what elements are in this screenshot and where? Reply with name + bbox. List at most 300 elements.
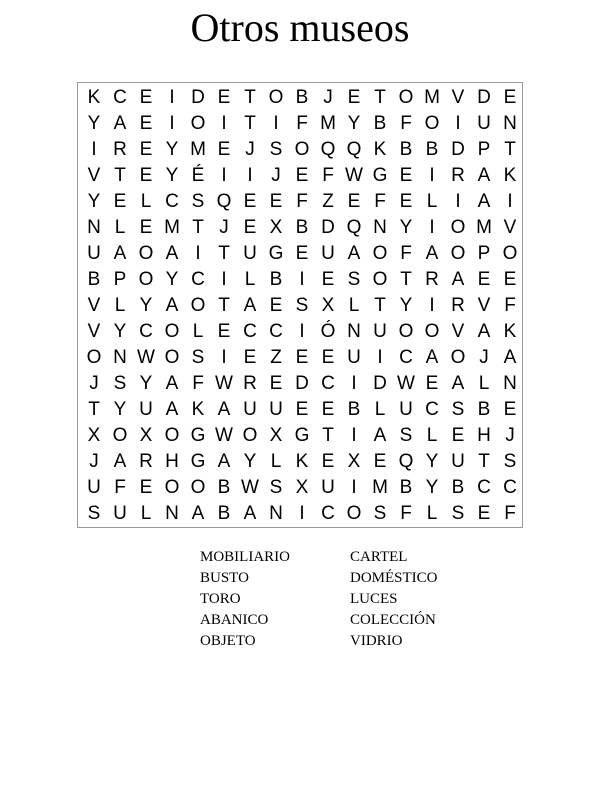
grid-cell[interactable]: A xyxy=(113,113,127,134)
grid-cell[interactable]: I xyxy=(455,113,461,134)
grid-cell[interactable]: A xyxy=(165,243,179,264)
grid-cell[interactable]: E xyxy=(295,347,309,368)
grid-cell[interactable]: N xyxy=(113,347,127,368)
grid-cell[interactable]: E xyxy=(425,373,439,394)
grid-cell[interactable]: E xyxy=(139,113,153,134)
grid-cell[interactable]: I xyxy=(299,321,305,342)
grid-cell[interactable]: U xyxy=(87,477,101,498)
grid-cell[interactable]: L xyxy=(192,321,204,342)
grid-cell[interactable]: B xyxy=(399,477,413,498)
grid-cell[interactable]: S xyxy=(503,451,517,472)
grid-cell[interactable]: C xyxy=(269,321,283,342)
grid-cell[interactable]: I xyxy=(221,269,227,290)
grid-cell[interactable]: Y xyxy=(113,399,127,420)
grid-cell[interactable]: I xyxy=(429,295,435,316)
grid-cell[interactable]: J xyxy=(219,217,229,238)
grid-cell[interactable]: K xyxy=(295,451,309,472)
word-list-item: BUSTO xyxy=(200,570,249,586)
grid-cell[interactable]: L xyxy=(114,217,126,238)
grid-cell[interactable]: W xyxy=(215,373,233,394)
grid-cell[interactable]: O xyxy=(138,269,154,290)
grid-cell[interactable]: O xyxy=(346,503,362,524)
grid-cell[interactable]: T xyxy=(244,113,256,134)
grid-cell[interactable]: L xyxy=(270,451,282,472)
grid-cell[interactable]: U xyxy=(477,113,491,134)
grid-cell[interactable]: B xyxy=(295,217,309,238)
grid-cell[interactable]: Y xyxy=(347,113,361,134)
grid-cell[interactable]: E xyxy=(477,269,491,290)
grid-cell[interactable]: F xyxy=(400,113,412,134)
grid-cell[interactable]: J xyxy=(245,139,255,160)
grid-cell[interactable]: U xyxy=(321,243,335,264)
grid-cell[interactable]: D xyxy=(373,373,387,394)
grid-cell[interactable]: A xyxy=(451,269,465,290)
grid-cell[interactable]: U xyxy=(451,451,465,472)
grid-cell[interactable]: F xyxy=(504,295,516,316)
grid-cell[interactable]: F xyxy=(400,243,412,264)
grid-cell[interactable]: L xyxy=(478,373,490,394)
grid-cell[interactable]: I xyxy=(247,165,253,186)
grid-cell[interactable]: S xyxy=(451,503,465,524)
grid-cell[interactable]: T xyxy=(322,425,334,446)
grid-cell[interactable]: O xyxy=(294,139,310,160)
grid-cell[interactable]: C xyxy=(503,477,517,498)
grid-cell[interactable]: T xyxy=(400,269,412,290)
grid-cell[interactable]: S xyxy=(399,425,413,446)
grid-cell[interactable]: A xyxy=(373,425,387,446)
grid-cell[interactable]: O xyxy=(450,243,466,264)
grid-cell[interactable]: S xyxy=(269,477,283,498)
grid-cell[interactable]: C xyxy=(477,477,491,498)
grid-cell[interactable]: R xyxy=(451,295,465,316)
grid-cell[interactable]: I xyxy=(351,477,357,498)
grid-cell[interactable]: E xyxy=(451,425,465,446)
grid-cell[interactable]: S xyxy=(347,269,361,290)
grid-cell[interactable]: I xyxy=(195,243,201,264)
grid-cell[interactable]: I xyxy=(299,269,305,290)
grid-cell[interactable]: O xyxy=(424,321,440,342)
grid-cell[interactable]: E xyxy=(243,191,257,212)
grid-cell[interactable]: E xyxy=(217,139,231,160)
grid-cell[interactable]: O xyxy=(112,425,128,446)
grid-cell[interactable]: A xyxy=(477,191,491,212)
grid-cell[interactable]: T xyxy=(192,217,204,238)
grid-cell[interactable]: Q xyxy=(320,139,336,160)
grid-cell[interactable]: E xyxy=(269,295,283,316)
grid-cell[interactable]: V xyxy=(451,87,465,108)
grid-cell[interactable]: L xyxy=(426,191,438,212)
grid-cell[interactable]: E xyxy=(269,373,283,394)
grid-cell[interactable]: K xyxy=(503,165,517,186)
grid-cell[interactable]: U xyxy=(321,477,335,498)
grid-cell[interactable]: J xyxy=(479,347,489,368)
grid-cell[interactable]: T xyxy=(88,399,100,420)
grid-cell[interactable]: G xyxy=(190,425,206,446)
grid-cell[interactable]: N xyxy=(503,373,517,394)
grid-cell[interactable]: G xyxy=(268,243,284,264)
grid-cell[interactable]: Y xyxy=(87,113,101,134)
grid-cell[interactable]: D xyxy=(451,139,465,160)
grid-cell[interactable]: P xyxy=(113,269,127,290)
grid-cell[interactable]: É xyxy=(191,165,205,186)
grid-cell[interactable]: Q xyxy=(346,217,362,238)
grid-cell[interactable]: F xyxy=(322,165,334,186)
grid-cell[interactable]: O xyxy=(86,347,102,368)
grid-cell[interactable]: U xyxy=(113,503,127,524)
grid-cell[interactable]: T xyxy=(218,243,230,264)
grid-cell[interactable]: W xyxy=(215,425,233,446)
word-list-item: ABANICO xyxy=(200,612,269,628)
grid-cell[interactable]: V xyxy=(87,295,101,316)
word-list-item: VIDRIO xyxy=(350,633,403,649)
grid-cell[interactable]: X xyxy=(269,425,283,446)
word-list-item: CARTEL xyxy=(350,549,408,565)
grid-cell[interactable]: N xyxy=(165,503,179,524)
grid-cell[interactable]: U xyxy=(243,243,257,264)
grid-cell[interactable]: E xyxy=(243,347,257,368)
grid-cell[interactable]: Y xyxy=(165,269,179,290)
grid-cell[interactable]: N xyxy=(347,321,361,342)
grid-cell[interactable]: C xyxy=(321,373,335,394)
grid-cell[interactable]: B xyxy=(451,477,465,498)
grid-cell[interactable]: V xyxy=(87,165,101,186)
grid-cell[interactable]: V xyxy=(503,217,517,238)
grid-cell[interactable]: A xyxy=(477,321,491,342)
grid-cell[interactable]: M xyxy=(424,87,440,108)
grid-cell[interactable]: E xyxy=(321,451,335,472)
grid-cell[interactable]: O xyxy=(138,243,154,264)
grid-cell[interactable]: I xyxy=(273,113,279,134)
grid-cell[interactable]: X xyxy=(139,425,153,446)
grid-cell[interactable]: O xyxy=(424,113,440,134)
grid-cell[interactable]: A xyxy=(425,243,439,264)
grid-cell[interactable]: L xyxy=(114,295,126,316)
grid-cell[interactable]: G xyxy=(372,165,388,186)
grid-cell[interactable]: Z xyxy=(322,191,334,212)
grid-cell[interactable]: U xyxy=(373,321,387,342)
grid-cell[interactable]: E xyxy=(503,269,517,290)
grid-cell[interactable]: T xyxy=(504,139,516,160)
grid-cell[interactable]: A xyxy=(165,373,179,394)
grid-cell[interactable]: I xyxy=(221,347,227,368)
grid-cell[interactable]: U xyxy=(399,399,413,420)
grid-cell[interactable]: F xyxy=(400,503,412,524)
grid-cell[interactable]: V xyxy=(477,295,491,316)
grid-cell[interactable]: C xyxy=(321,503,335,524)
grid-cell[interactable]: Y xyxy=(113,321,127,342)
grid-cell[interactable]: B xyxy=(347,399,361,420)
grid-cell[interactable]: C xyxy=(139,321,153,342)
grid-cell[interactable]: Y xyxy=(425,451,439,472)
grid-cell[interactable]: E xyxy=(139,87,153,108)
grid-cell[interactable]: A xyxy=(347,243,361,264)
grid-cell[interactable]: A xyxy=(425,347,439,368)
grid-cell[interactable]: D xyxy=(295,373,309,394)
grid-cell[interactable]: Z xyxy=(270,347,282,368)
grid-cell[interactable]: H xyxy=(477,425,491,446)
grid-cell[interactable]: E xyxy=(113,191,127,212)
grid-cell[interactable]: U xyxy=(139,399,153,420)
grid-cell[interactable]: L xyxy=(426,425,438,446)
grid-cell[interactable]: K xyxy=(373,139,387,160)
grid-cell[interactable]: B xyxy=(269,269,283,290)
grid-cell[interactable]: O xyxy=(164,477,180,498)
grid-cell[interactable]: L xyxy=(244,269,256,290)
grid-cell[interactable]: T xyxy=(374,295,386,316)
grid-cell[interactable]: F xyxy=(296,113,308,134)
grid-cell[interactable]: T xyxy=(374,87,386,108)
grid-cell[interactable]: A xyxy=(113,451,127,472)
grid-cell[interactable]: C xyxy=(113,87,127,108)
grid-cell[interactable]: K xyxy=(503,321,517,342)
grid-cell[interactable]: A xyxy=(165,295,179,316)
grid-cell[interactable]: R xyxy=(139,451,153,472)
grid-cell[interactable]: E xyxy=(243,217,257,238)
grid-cell[interactable]: G xyxy=(190,451,206,472)
grid-cell[interactable]: K xyxy=(191,399,205,420)
grid-cell[interactable]: Y xyxy=(165,165,179,186)
grid-cell[interactable]: I xyxy=(221,165,227,186)
grid-cell[interactable]: L xyxy=(140,503,152,524)
grid-cell[interactable]: X xyxy=(269,217,283,238)
grid-cell[interactable]: B xyxy=(87,269,101,290)
grid-cell[interactable]: O xyxy=(372,243,388,264)
grid-cell[interactable]: O xyxy=(164,425,180,446)
grid-cell[interactable]: J xyxy=(89,451,99,472)
grid-cell[interactable]: E xyxy=(373,451,387,472)
grid-cell[interactable]: A xyxy=(113,243,127,264)
grid-cell[interactable]: I xyxy=(221,113,227,134)
grid-cell[interactable]: D xyxy=(477,87,491,108)
grid-cell[interactable]: V xyxy=(87,321,101,342)
grid-cell[interactable]: A xyxy=(451,373,465,394)
grid-cell[interactable]: B xyxy=(217,477,231,498)
grid-cell[interactable]: W xyxy=(345,165,363,186)
grid-cell[interactable]: J xyxy=(271,165,281,186)
grid-cell[interactable]: E xyxy=(295,243,309,264)
grid-cell[interactable]: A xyxy=(503,347,517,368)
word-list-item: MOBILIARIO xyxy=(200,549,290,565)
grid-cell[interactable]: E xyxy=(321,269,335,290)
grid-cell[interactable]: F xyxy=(374,191,386,212)
grid-cell[interactable]: O xyxy=(190,113,206,134)
grid-cell[interactable]: S xyxy=(87,503,101,524)
grid-cell[interactable]: E xyxy=(139,139,153,160)
grid-cell[interactable]: M xyxy=(372,477,388,498)
grid-cell[interactable]: I xyxy=(351,373,357,394)
grid-cell[interactable]: Y xyxy=(165,139,179,160)
grid-cell[interactable]: R xyxy=(425,269,439,290)
grid-cell[interactable]: B xyxy=(477,399,491,420)
grid-cell[interactable]: O xyxy=(398,321,414,342)
grid-cell[interactable]: Y xyxy=(399,295,413,316)
grid-cell[interactable]: I xyxy=(429,165,435,186)
grid-cell[interactable]: O xyxy=(450,217,466,238)
grid-cell[interactable]: A xyxy=(191,503,205,524)
grid-cell[interactable]: T xyxy=(218,295,230,316)
grid-cell[interactable]: X xyxy=(87,425,101,446)
grid-cell[interactable]: R xyxy=(113,139,127,160)
grid-cell[interactable]: O xyxy=(242,425,258,446)
grid-cell[interactable]: Y xyxy=(87,191,101,212)
grid-cell[interactable]: E xyxy=(295,399,309,420)
grid-cell[interactable]: I xyxy=(299,503,305,524)
grid-cell[interactable]: O xyxy=(164,321,180,342)
grid-cell[interactable]: F xyxy=(504,503,516,524)
grid-cell[interactable]: X xyxy=(321,295,335,316)
grid-cell[interactable]: I xyxy=(169,113,175,134)
grid-cell[interactable]: E xyxy=(321,399,335,420)
grid-cell[interactable]: F xyxy=(192,373,204,394)
grid-cell[interactable]: O xyxy=(450,347,466,368)
grid-cell[interactable]: I xyxy=(169,87,175,108)
grid-cell[interactable]: E xyxy=(347,87,361,108)
grid-cell[interactable]: O xyxy=(268,87,284,108)
grid-cell[interactable]: E xyxy=(347,191,361,212)
grid-cell[interactable]: I xyxy=(91,139,97,160)
grid-cell[interactable]: E xyxy=(139,217,153,238)
grid-cell[interactable]: E xyxy=(295,165,309,186)
grid-cell[interactable]: Y xyxy=(425,477,439,498)
grid-cell[interactable]: F xyxy=(114,477,126,498)
grid-cell[interactable]: U xyxy=(87,243,101,264)
grid-cell[interactable]: E xyxy=(503,399,517,420)
grid-cell[interactable]: Y xyxy=(399,217,413,238)
grid-cell[interactable]: E xyxy=(139,477,153,498)
grid-cell[interactable]: L xyxy=(374,399,386,420)
grid-cell[interactable]: E xyxy=(503,87,517,108)
grid-cell[interactable]: U xyxy=(347,347,361,368)
grid-cell[interactable]: I xyxy=(455,191,461,212)
grid-cell[interactable]: Q xyxy=(216,191,232,212)
grid-cell[interactable]: U xyxy=(269,399,283,420)
grid-cell[interactable]: Y xyxy=(243,451,257,472)
grid-cell[interactable]: Q xyxy=(398,451,414,472)
grid-cell[interactable]: Y xyxy=(139,295,153,316)
grid-cell[interactable]: E xyxy=(399,165,413,186)
word-list-item: DOMÉSTICO xyxy=(350,570,438,586)
grid-cell[interactable]: C xyxy=(165,191,179,212)
grid-cell[interactable]: E xyxy=(399,191,413,212)
grid-cell[interactable]: Ó xyxy=(320,321,336,342)
grid-cell[interactable]: S xyxy=(373,503,387,524)
grid-cell[interactable]: G xyxy=(294,425,310,446)
grid-cell[interactable]: J xyxy=(89,373,99,394)
grid-cell[interactable]: D xyxy=(321,217,335,238)
grid-cell[interactable]: C xyxy=(243,321,257,342)
grid-cell[interactable]: S xyxy=(269,139,283,160)
grid-cell[interactable]: R xyxy=(451,165,465,186)
grid-cell[interactable]: B xyxy=(425,139,439,160)
grid-cell[interactable]: C xyxy=(191,269,205,290)
grid-cell[interactable]: R xyxy=(243,373,257,394)
grid-cell[interactable]: O xyxy=(372,269,388,290)
grid-cell[interactable]: K xyxy=(87,87,101,108)
grid-cell[interactable]: M xyxy=(190,139,206,160)
grid-cell[interactable]: B xyxy=(399,139,413,160)
grid-cell[interactable]: U xyxy=(243,399,257,420)
grid-cell[interactable]: N xyxy=(87,217,101,238)
grid-cell[interactable]: O xyxy=(190,477,206,498)
grid-cell[interactable]: S xyxy=(113,373,127,394)
grid-cell[interactable]: W xyxy=(397,373,415,394)
grid-cell[interactable]: O xyxy=(398,87,414,108)
grid-cell[interactable]: H xyxy=(165,451,179,472)
grid-cell[interactable]: O xyxy=(502,243,518,264)
grid-cell[interactable]: E xyxy=(217,321,231,342)
grid-cell[interactable]: A xyxy=(217,451,231,472)
grid-cell[interactable]: L xyxy=(140,191,152,212)
grid-cell[interactable]: S xyxy=(295,295,309,316)
grid-cell[interactable]: V xyxy=(451,321,465,342)
grid-cell[interactable]: N xyxy=(373,217,387,238)
grid-cell[interactable]: X xyxy=(347,451,361,472)
grid-cell[interactable]: I xyxy=(377,347,383,368)
grid-cell[interactable]: E xyxy=(269,191,283,212)
grid-cell[interactable]: S xyxy=(191,191,205,212)
grid-cell[interactable]: I xyxy=(429,217,435,238)
grid-cell[interactable]: T xyxy=(244,87,256,108)
grid-cell[interactable]: T xyxy=(114,165,126,186)
grid-cell[interactable]: F xyxy=(296,191,308,212)
grid-cell[interactable]: N xyxy=(503,113,517,134)
grid-cell[interactable]: M xyxy=(164,217,180,238)
grid-cell[interactable]: C xyxy=(399,347,413,368)
grid-cell[interactable]: S xyxy=(451,399,465,420)
grid-cell[interactable]: L xyxy=(426,503,438,524)
word-search-board xyxy=(77,82,523,528)
grid-cell[interactable]: A xyxy=(165,399,179,420)
grid-cell[interactable]: B xyxy=(373,113,387,134)
grid-cell[interactable]: P xyxy=(477,139,491,160)
word-list-item: COLECCIÓN xyxy=(350,612,436,628)
grid-cell[interactable]: O xyxy=(190,295,206,316)
grid-cell[interactable]: Q xyxy=(346,139,362,160)
grid-cell[interactable]: S xyxy=(191,347,205,368)
grid-cell[interactable]: A xyxy=(243,295,257,316)
grid-cell[interactable]: A xyxy=(243,503,257,524)
grid-cell[interactable]: B xyxy=(295,87,309,108)
grid-cell[interactable]: E xyxy=(217,87,231,108)
grid-cell[interactable]: P xyxy=(477,243,491,264)
grid-cell[interactable]: W xyxy=(137,347,155,368)
grid-cell[interactable]: E xyxy=(139,165,153,186)
grid-cell[interactable]: C xyxy=(425,399,439,420)
grid-cell[interactable]: M xyxy=(320,113,336,134)
grid-cell[interactable]: E xyxy=(477,503,491,524)
grid-cell[interactable]: B xyxy=(217,503,231,524)
grid-cell[interactable]: J xyxy=(505,425,515,446)
grid-cell[interactable]: N xyxy=(269,503,283,524)
grid-cell[interactable]: I xyxy=(507,191,513,212)
grid-cell[interactable]: I xyxy=(351,425,357,446)
page-title: Otros museos xyxy=(190,5,410,50)
grid-cell[interactable]: W xyxy=(241,477,259,498)
grid-cell[interactable]: D xyxy=(191,87,205,108)
grid-cell[interactable]: A xyxy=(217,399,231,420)
word-list-item: TORO xyxy=(200,591,241,607)
grid-cell[interactable]: X xyxy=(295,477,309,498)
word-list-item: LUCES xyxy=(350,591,398,607)
grid-cell[interactable]: M xyxy=(476,217,492,238)
grid-cell[interactable]: A xyxy=(477,165,491,186)
grid-cell[interactable]: L xyxy=(348,295,360,316)
grid-cell[interactable]: E xyxy=(321,347,335,368)
grid-cell[interactable]: T xyxy=(478,451,490,472)
grid-cell[interactable]: Y xyxy=(139,373,153,394)
grid-cell[interactable]: J xyxy=(323,87,333,108)
grid-cell[interactable]: O xyxy=(164,347,180,368)
